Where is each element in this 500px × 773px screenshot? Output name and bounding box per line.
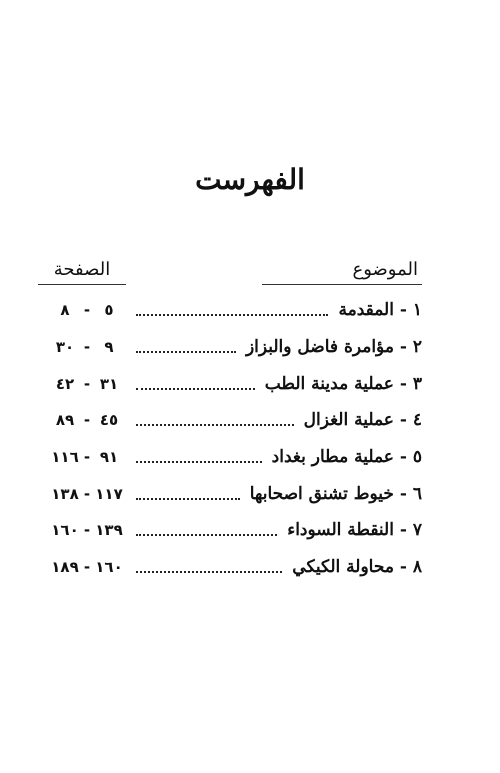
dot-leader [136,498,240,500]
entry-number: ١ [412,300,422,321]
page-from: ١٦٠ [95,558,123,577]
entry-title-text: عملية مطار بغداد [271,447,394,468]
toc-entry [38,475,422,512]
entry-number: ٦ [412,483,422,504]
page-range: ١٦٠-١٨٩ [38,558,126,576]
toc-entry [38,549,422,586]
page-range: ١٣٩-١٦٠ [38,521,126,539]
entry-title-text: النقطة السوداء [287,520,394,541]
page-title: الفهرست [195,163,305,196]
page-to: ١١٦ [51,448,79,467]
page-range: ٩١-١١٦ [38,448,126,466]
toc-entry-title: ٦ - خيوط تشنق اصحابها [249,483,422,504]
dot-leader [136,461,262,463]
page-from: ٩١ [99,448,119,467]
page-header-label: الصفحة [53,259,111,280]
subject-column-header [262,256,422,285]
toc-entry-title: ٤ - عملية الغزال [303,410,422,431]
toc-entry [38,439,422,476]
page-to: ١٣٨ [51,484,79,503]
entry-number: ٣ [412,373,422,394]
page-to: ٤٢ [55,374,75,393]
page-from: ١٣٩ [95,521,123,540]
toc-entry [38,512,422,549]
toc-entry-title: ٢ - مؤامرة فاضل والبزاز [245,337,422,358]
toc-entry [38,292,422,329]
page-from: ٩ [104,338,114,357]
table-of-contents [38,292,422,586]
entry-title-text: عملية الغزال [303,410,394,431]
page-range: ٤٥-٨٩ [38,411,126,429]
page-from: ١١٧ [95,484,123,503]
entry-title-text: محاولة الكيكي [292,557,394,578]
page-to: ١٨٩ [51,558,79,577]
entry-number: ٨ [412,557,422,578]
page-to: ٨٩ [55,411,75,430]
toc-entry-title: ٨ - محاولة الكيكي [292,557,422,578]
page-to: ٨ [60,301,70,320]
toc-entry-title: ٣ - عملية مدينة الطب [264,373,422,394]
toc-entry [38,365,422,402]
dot-leader [136,314,328,316]
page-to: ٣٠ [55,338,75,357]
toc-entry-title: ٧ - النقطة السوداء [287,520,422,541]
entry-title-text: مؤامرة فاضل والبزاز [245,337,394,358]
page-range: ٣١-٤٢ [38,375,126,393]
dot-leader [136,571,282,573]
page-range: ١١٧-١٣٨ [38,485,126,503]
toc-entry [38,402,422,439]
toc-entry [38,329,422,366]
page-from: ٤٥ [99,411,119,430]
page-from: ٣١ [99,374,119,393]
dot-leader [136,534,277,536]
page-from: ٥ [104,301,114,320]
toc-entry-title: ١ - المقدمة [338,300,422,321]
entry-title-text: المقدمة [338,300,394,321]
page-to: ١٦٠ [51,521,79,540]
page-range: ٩-٣٠ [38,338,126,356]
page-range: ٥-٨ [38,301,126,319]
subject-header-label: الموضوع [352,259,418,280]
entry-number: ٢ [412,337,422,358]
entry-number: ٧ [412,520,422,541]
entry-title-text: خيوط تشنق اصحابها [249,483,394,504]
dot-leader [136,388,255,390]
toc-entry-title: ٥ - عملية مطار بغداد [271,447,422,468]
entry-number: ٥ [412,447,422,468]
entry-number: ٤ [412,410,422,431]
page-column-header [38,256,126,285]
entry-title-text: عملية مدينة الطب [264,373,394,394]
dot-leader [136,351,236,353]
dot-leader [136,424,294,426]
